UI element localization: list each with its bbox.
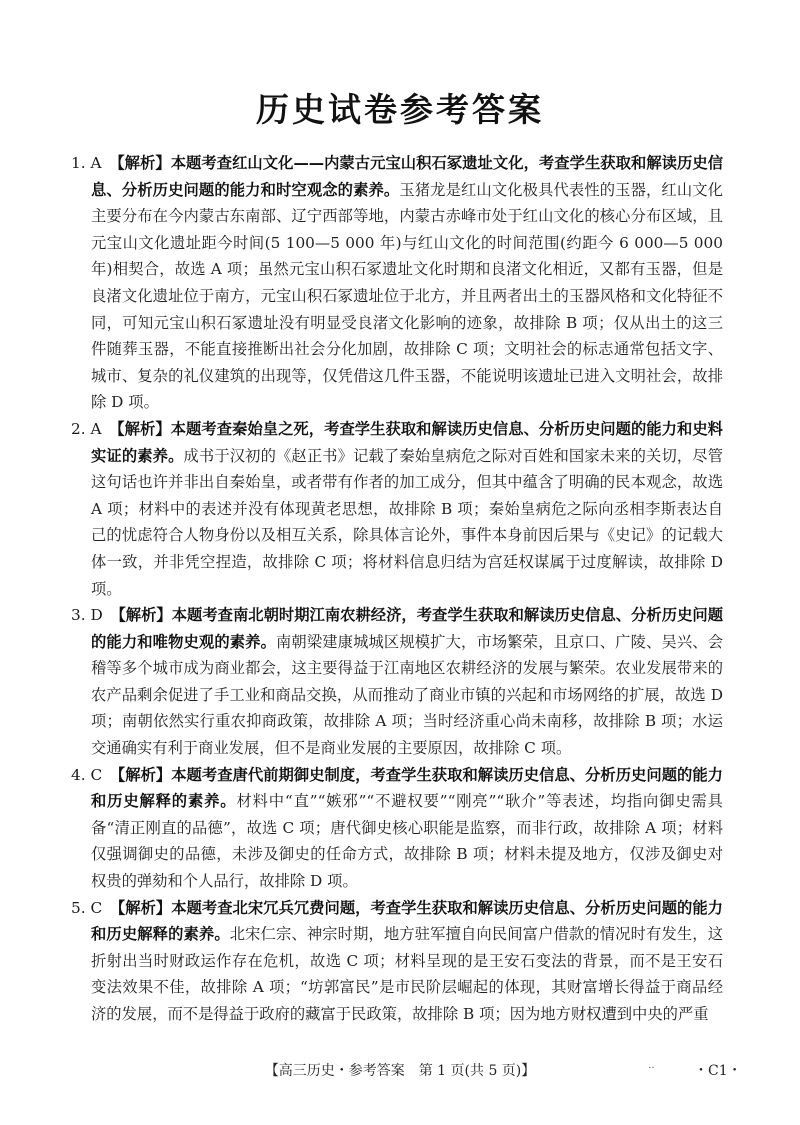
analysis-lead: 【解析】本题考查红山文化——内蒙古元宝山积石冢遗址文化，考查学生获取和解读历史信息、分析历史问题的能力和时空观念的素养。 (91, 154, 723, 199)
answer-list (71, 150, 723, 1028)
answer-item (71, 895, 723, 1028)
analysis-body: 成书于汉初的《赵正书》记载了秦始皇病危之际对百姓和国家未来的关切，尽管这句话也许并非出自秦始皇，或者带有作者的加工成分，但其中蕴含了明确的民本观念，故选 A 项；材料中的表述并没有体现黄老思想，故排除 B 项；秦始皇病危之际向丞相李斯表达自己的忧虑符合人物身份以及相互关系，除具体言论外，事件本身前因后果与《史记》的记载大体一致，并非凭空捏造，故排除 C 项；将材料信息归结为宫廷权谋属于过度解读，故排除 D 项。 (91, 446, 723, 598)
question-number: 3. D (71, 606, 103, 625)
analysis-lead: 【解析】本题考查南北朝时期江南农耕经济，考查学生获取和解读历史信息、分析历史问题的能力和唯物史观的素养。 (91, 606, 723, 651)
analysis-body: 南朝梁建康城城区规模扩大，市场繁荣，且京口、广陵、吴兴、会稽等多个城市成为商业都会，这主要得益于江南地区农耕经济的发展与繁荣。农业发展带来的农产品剩余促进了手工业和商品交换，从而推动了商业市镇的兴起和市场网络的扩展，故选 D 项；南朝依然实行重农抑商政策，故排除 A 项；当时经济重心尚未南移，故排除 B 项；水运交通确实有利于商业发展，但不是商业发展的主要原因，故排除 C 项。 (91, 632, 723, 758)
footer-page-info: 【高三历史・参考答案 第 1 页(共 5 页)】 (264, 1063, 536, 1079)
analysis-lead: 【解析】本题考查北宋冗兵冗费问题，考查学生获取和解读历史信息、分析历史问题的能力和历史解释的素养。 (91, 898, 723, 944)
answer-item (71, 150, 723, 416)
question-number: 2. A (71, 419, 102, 438)
analysis-body: 玉猪龙是红山文化极具代表性的玉器，红山文化主要分布在今内蒙古东南部、辽宁西部等地，内蒙古赤峰市处于红山文化的核心分布区域，且元宝山文化遗址距今时间(5 100—5 000 年)与红山文化的时间范围(约距今 6 000—5 000 年)相契合，故选 A 项；虽然元宝山积石冢遗址文化时期和良渚文化相近，又都有玉器，但是良渚文化遗址位于南方，元宝山积石冢遗址位于北方，并且两者出土的玉器风格和文化特征不同，可知元宝山积石冢遗址没有明显受良渚文化影响的迹象，故排除 B 项；仅从出土的这三件随葬玉器，不能直接推断出社会分化加剧，故排除 C 项；文明社会的标志通常包括文字、城市、复杂的礼仪建筑的出现等，仅凭借这几件玉器，不能说明该遗址已进入文明社会，故排除 D 项。 (91, 180, 723, 412)
analysis-lead: 【解析】本题考查唐代前期御史制度，考查学生获取和解读历史信息、分析历史问题的能力和历史解释的素养。 (91, 765, 723, 811)
answer-item (71, 762, 723, 895)
question-number: 5. C (71, 898, 103, 917)
analysis-body: 材料中“直”“嫉邪”“不避权要”“刚亮”“耿介”等表述，均指向御史需具备“清正刚直的品德”，故选 C 项；唐代御史核心职能是监察，而非行政，故排除 A 项；材料仅强调御史的品德，未涉及御史的任命方式，故排除 B 项；材料未提及地方，仅涉及御史对权贵的弹劾和个人品行，故排除 D 项。 (91, 792, 723, 891)
question-number: 1. A (71, 154, 102, 172)
page-title: 历史试卷参考答案 (256, 90, 544, 129)
footer-code: ・C1・ (694, 1063, 742, 1079)
answer-item (71, 416, 723, 602)
analysis-body: 北宋仁宗、神宗时期，地方驻军擅自向民间富户借款的情况时有发生，这折射出当时财政运作存在危机，故选 C 项；材料呈现的是王安石变法的背景，而不是王安石变法效果不佳，故排除 A 项；“坊郭富民”是市民阶层崛起的体现，其财富增长得益于商品经济的发展，而不是得益于政府的藏富于民政策，故排除 B 项；因为地方财权遭到中央的严重 (91, 925, 723, 1023)
question-number: 4. C (71, 765, 103, 784)
analysis-lead: 【解析】本题考查秦始皇之死，考查学生获取和解读历史信息、分析历史问题的能力和史料实证的素养。 (91, 419, 723, 465)
answer-item (71, 602, 723, 762)
footer-mark: ‥ (648, 1060, 655, 1071)
